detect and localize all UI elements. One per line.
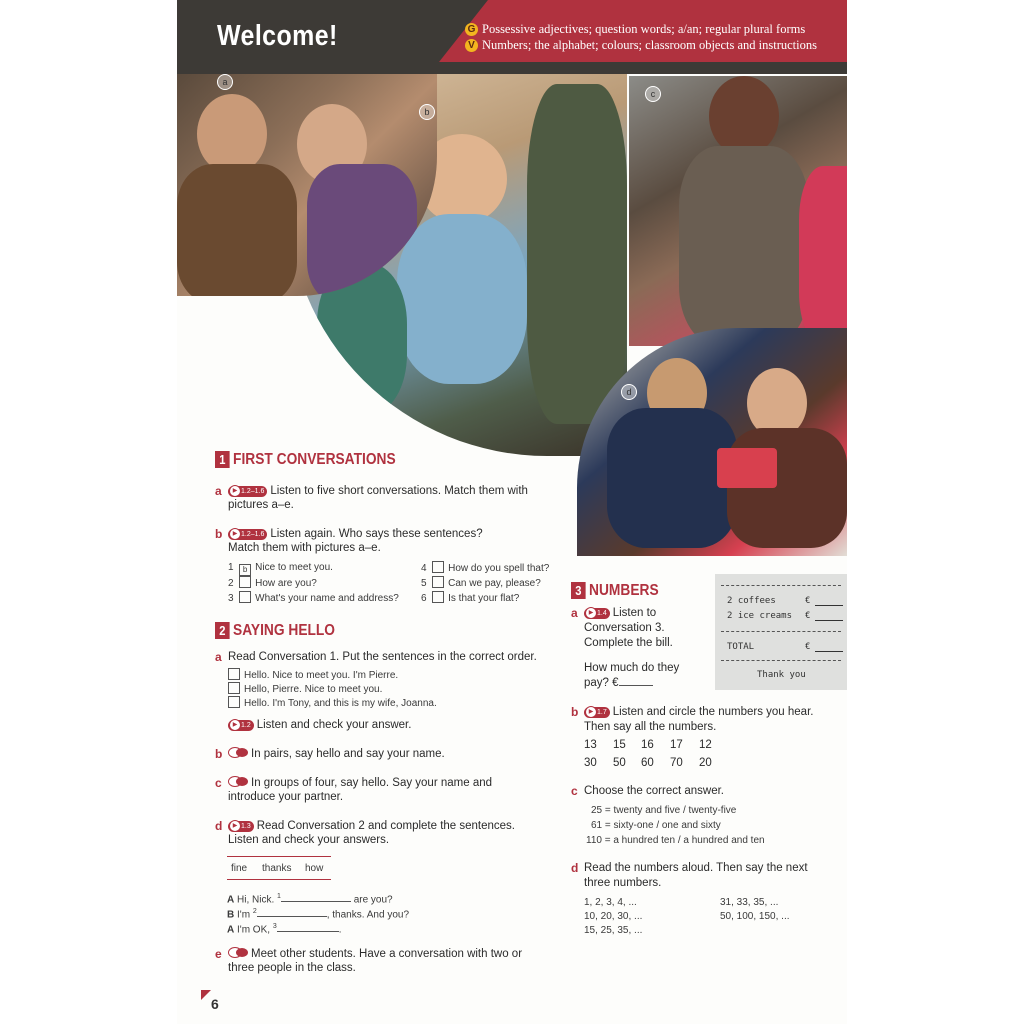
audio-icon[interactable]: ▶ 1.3 <box>228 821 254 832</box>
num-50[interactable]: 50 <box>613 757 626 769</box>
section-3-heading: NUMBERS <box>589 582 659 599</box>
word-fine: fine <box>231 863 248 874</box>
s1-b-letter: b <box>215 527 223 541</box>
s2-b-text: In pairs, say hello and say your name. <box>228 747 445 761</box>
num-15[interactable]: 15 <box>613 739 626 751</box>
s2-c-text2: introduce your partner. <box>228 791 344 803</box>
page-title: Welcome! <box>217 20 338 52</box>
page-number: 6 <box>211 996 219 1012</box>
audio-icon[interactable]: ▶ 1.2–1.6 <box>228 529 267 540</box>
section-2-title <box>215 622 335 640</box>
answer-box[interactable] <box>239 591 251 603</box>
s3-d-text1: Read the numbers aloud. Then say the next <box>584 862 808 874</box>
blank-3[interactable] <box>277 931 339 932</box>
s1-b-text: ▶ 1.2–1.6 Listen again. Who says these sentences? <box>228 527 483 541</box>
blank-1[interactable] <box>281 901 351 902</box>
s1-a-text: ▶ 1.2–1.6 Listen to five short conversations. Match them with <box>228 484 528 498</box>
s2-a-line-1: Hello. Nice to meet you. I'm Pierre. <box>228 668 398 682</box>
order-box[interactable] <box>228 668 240 680</box>
s2-d-letter: d <box>215 819 223 833</box>
s3-c-option-2[interactable]: 61 = sixty-one / one and sixty <box>591 820 721 831</box>
order-box[interactable] <box>228 696 240 708</box>
s3-c-option-3[interactable]: 110 = a hundred ten / a hundred and ten <box>586 835 765 846</box>
num-17[interactable]: 17 <box>670 739 683 751</box>
receipt-currency-2: € <box>805 611 811 621</box>
speech-bubbles-icon <box>228 947 248 957</box>
answer-box[interactable]: b <box>239 564 251 576</box>
s3-b-letter: b <box>571 705 579 719</box>
seq-4: 31, 33, 35, ... <box>720 897 779 908</box>
seq-1: 1, 2, 3, 4, ... <box>584 897 637 908</box>
s3-a-text2: Conversation 3. <box>584 622 665 634</box>
seq-5: 50, 100, 150, ... <box>720 911 790 922</box>
s3-a-letter: a <box>571 606 578 620</box>
s1-b-text2: Match them with pictures a–e. <box>228 542 381 554</box>
grammar-text: Possessive adjectives; question words; a/an; regular plural forms <box>482 22 806 36</box>
answer-box[interactable] <box>432 576 444 588</box>
vocab-badge: V <box>465 39 478 52</box>
s1-a-text2: pictures a–e. <box>228 499 294 511</box>
num-30[interactable]: 30 <box>584 757 597 769</box>
s1-item-2: 2 How are you? <box>228 578 317 589</box>
receipt-line-2: 2 ice creams <box>727 611 793 621</box>
s2-e-text2: three people in the class. <box>228 962 356 974</box>
audio-icon[interactable]: ▶ 1.2–1.6 <box>228 486 267 497</box>
receipt-currency-3: € <box>805 642 811 652</box>
word-how: how <box>305 863 324 874</box>
s2-e-letter: e <box>215 947 222 961</box>
s2-d-text: ▶ 1.3 Read Conversation 2 and complete the sentences. <box>228 819 515 833</box>
receipt-total: TOTAL <box>727 642 755 652</box>
s1-item-6: 6 Is that your flat? <box>421 593 520 604</box>
s3-a-q2: pay? € <box>584 676 653 690</box>
blank-2[interactable] <box>257 916 327 917</box>
receipt <box>715 574 847 690</box>
photo-a <box>177 74 437 296</box>
num-20[interactable]: 20 <box>699 757 712 769</box>
num-12[interactable]: 12 <box>699 739 712 751</box>
word-thanks: thanks <box>262 863 292 874</box>
order-box[interactable] <box>228 682 240 694</box>
s3-a-text1: ▶ 1.4 Listen to <box>584 606 656 620</box>
s3-b-text1: ▶ 1.7 Listen and circle the numbers you hear. <box>584 705 813 719</box>
s2-a-text: Read Conversation 1. Put the sentences in the correct order. <box>228 651 537 663</box>
section-1-heading: FIRST CONVERSATIONS <box>233 451 396 468</box>
num-70[interactable]: 70 <box>670 757 683 769</box>
section-1-title <box>215 451 396 469</box>
audio-icon[interactable]: ▶ 1.4 <box>584 608 610 619</box>
dialogue-line-3: A I'm OK, $^3$ . <box>227 923 342 936</box>
grammar-line <box>465 22 805 37</box>
photo-label-d: d <box>621 384 637 400</box>
s3-d-text2: three numbers. <box>584 877 662 889</box>
s1-item-4: 4 How do you spell that? <box>421 563 550 574</box>
s2-d-text2: Listen and check your answers. <box>228 834 390 846</box>
receipt-thanks: Thank you <box>757 670 806 680</box>
receipt-currency-1: € <box>805 596 811 606</box>
photo-label-b: b <box>419 104 435 120</box>
dialogue-line-1: A Hi, Nick. $^1$ are you? <box>227 893 393 906</box>
num-16[interactable]: 16 <box>641 739 654 751</box>
page-corner-mark <box>201 990 211 1000</box>
section-2-heading: SAYING HELLO <box>233 622 336 639</box>
s3-c-text: Choose the correct answer. <box>584 785 724 797</box>
photo-collage <box>177 66 847 456</box>
num-13[interactable]: 13 <box>584 739 597 751</box>
grammar-badge: G <box>465 23 478 36</box>
receipt-blank-total[interactable] <box>815 651 843 652</box>
answer-box[interactable] <box>239 576 251 588</box>
photo-c <box>629 76 847 346</box>
s3-c-letter: c <box>571 784 578 798</box>
speech-bubbles-icon <box>228 747 248 757</box>
s3-a-q1: How much do they <box>584 662 680 674</box>
s2-a-line-3: Hello. I'm Tony, and this is my wife, Joanna. <box>228 696 437 710</box>
section-3-number: 3 <box>571 582 586 599</box>
seq-3: 15, 25, 35, ... <box>584 925 643 936</box>
s2-a-check: ▶ 1.2 Listen and check your answer. <box>228 718 411 732</box>
word-box <box>227 856 331 880</box>
audio-icon[interactable]: ▶ 1.7 <box>584 707 610 718</box>
s1-a-letter: a <box>215 484 222 498</box>
receipt-blank-1[interactable] <box>815 605 843 606</box>
s2-b-letter: b <box>215 747 223 761</box>
photo-label-c: c <box>645 86 661 102</box>
speech-bubbles-icon <box>228 776 248 786</box>
s2-c-letter: c <box>215 776 222 790</box>
answer-box[interactable] <box>432 591 444 603</box>
section-2-number: 2 <box>215 622 230 639</box>
vocab-line <box>465 38 817 53</box>
s2-a-letter: a <box>215 650 222 664</box>
textbook-page <box>177 0 847 1024</box>
s1-item-5: 5 Can we pay, please? <box>421 578 541 589</box>
answer-box[interactable] <box>432 561 444 573</box>
receipt-blank-2[interactable] <box>815 620 843 621</box>
s2-e-text: Meet other students. Have a conversation with two or <box>228 947 522 961</box>
s3-a-text3: Complete the bill. <box>584 637 673 649</box>
s3-b-text2: Then say all the numbers. <box>584 721 717 733</box>
num-60[interactable]: 60 <box>641 757 654 769</box>
pay-blank[interactable] <box>619 685 653 686</box>
s3-d-letter: d <box>571 861 579 875</box>
s3-c-option-1[interactable]: 25 = twenty and five / twenty-five <box>591 805 737 816</box>
dialogue-line-2: B I'm $^2$ , thanks. And you? <box>227 908 409 921</box>
vocab-text: Numbers; the alphabet; colours; classroom objects and instructions <box>482 38 817 52</box>
photo-label-a: a <box>217 74 233 90</box>
audio-icon[interactable]: ▶ 1.2 <box>228 720 254 731</box>
receipt-line-1: 2 coffees <box>727 596 776 606</box>
s1-item-1: 1 b Nice to meet you. <box>228 562 333 574</box>
seq-2: 10, 20, 30, ... <box>584 911 643 922</box>
s1-item-3: 3 What's your name and address? <box>228 593 399 604</box>
s2-a-line-2: Hello, Pierre. Nice to meet you. <box>228 682 382 696</box>
section-3-title <box>571 582 659 600</box>
section-1-number: 1 <box>215 451 230 468</box>
s2-c-text: In groups of four, say hello. Say your name and <box>228 776 492 790</box>
